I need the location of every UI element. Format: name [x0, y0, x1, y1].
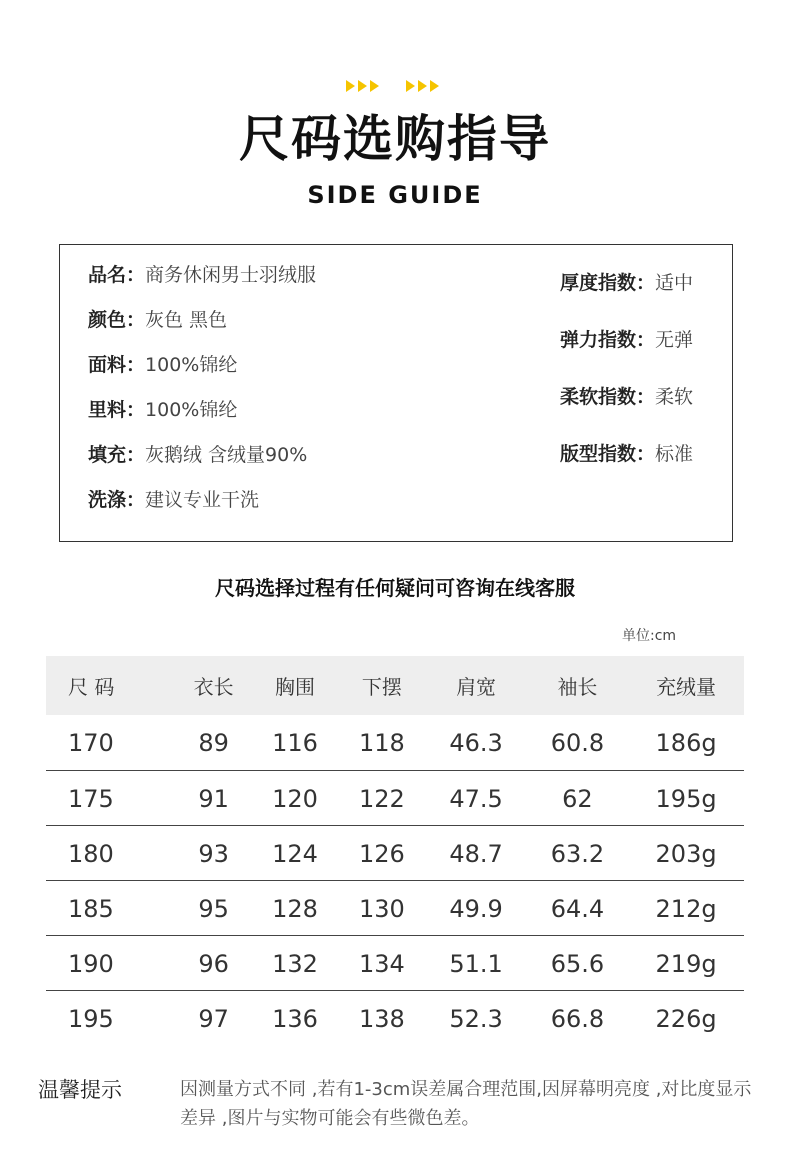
table-cell: 91	[176, 770, 252, 825]
table-cell: 219g	[628, 935, 744, 990]
column-header: 充绒量	[628, 656, 744, 715]
table-cell: 170	[46, 715, 176, 770]
page-subtitle: SIDE GUIDE	[307, 181, 483, 209]
table-cell: 136	[272, 1004, 318, 1033]
column-header: 胸围	[252, 656, 339, 715]
column-header: 下摆	[338, 656, 425, 715]
table-cell: 180	[46, 825, 176, 880]
table-cell: 93	[176, 825, 252, 880]
info-row-washing	[88, 486, 316, 531]
info-value: 适中	[655, 272, 694, 294]
decorative-arrows	[0, 80, 790, 96]
consult-notice: 尺码选择过程有任何疑问可咨询在线客服	[215, 576, 575, 600]
info-value: 灰色 黑色	[145, 309, 228, 331]
info-row-fit	[560, 440, 693, 497]
table-cell: 138	[359, 1004, 405, 1033]
info-row-filling	[88, 441, 316, 486]
table-row	[46, 825, 744, 880]
table-cell: 95	[176, 880, 252, 935]
triangle-icon	[406, 80, 415, 92]
info-value: 灰鹅绒 含绒量90%	[145, 444, 308, 466]
info-value: 柔软	[655, 386, 694, 408]
product-info-left	[88, 261, 316, 531]
table-cell: 47.5	[425, 770, 526, 825]
table-cell: 175	[46, 770, 176, 825]
table-cell: 122	[338, 770, 425, 825]
table-cell: 48.7	[425, 825, 526, 880]
info-key: 柔软指数：	[560, 386, 656, 408]
info-row-lining	[88, 396, 316, 441]
info-value: 建议专业干洗	[145, 489, 260, 511]
table-cell: 124	[252, 825, 339, 880]
column-header: 肩宽	[425, 656, 526, 715]
info-row-elasticity	[560, 326, 693, 383]
tips-title: 温馨提示	[38, 1078, 122, 1102]
triangle-icon	[358, 80, 367, 92]
info-key: 填充：	[88, 444, 146, 466]
info-row-softness	[560, 383, 693, 440]
table-cell: 52.3	[449, 1004, 503, 1033]
table-row	[46, 770, 744, 825]
table-cell: 132	[252, 935, 339, 990]
page-title: 尺码选购指导	[239, 110, 551, 168]
product-info-box	[59, 244, 733, 542]
table-cell: 195	[68, 1004, 114, 1033]
table-cell: 203g	[628, 825, 744, 880]
triangle-icon	[346, 80, 355, 92]
info-value: 标准	[655, 443, 694, 465]
info-key: 版型指数：	[560, 443, 656, 465]
info-value: 商务休闲男士羽绒服	[145, 264, 317, 286]
table-cell: 128	[252, 880, 339, 935]
size-table	[46, 656, 744, 1045]
info-key: 厚度指数：	[560, 272, 656, 294]
table-cell: 212g	[628, 880, 744, 935]
table-cell: 116	[252, 715, 339, 770]
table-cell: 51.1	[425, 935, 526, 990]
triangle-icon	[430, 80, 439, 92]
info-key: 弹力指数：	[560, 329, 656, 351]
info-key: 颜色：	[88, 309, 146, 331]
unit-label: 单位:cm	[622, 628, 677, 644]
table-row	[46, 715, 744, 770]
info-key: 洗涤：	[88, 489, 146, 511]
info-value: 100%锦纶	[145, 399, 238, 421]
column-header: 尺 码	[46, 656, 176, 715]
table-cell: 62	[527, 770, 628, 825]
table-cell: 96	[176, 935, 252, 990]
table-cell: 63.2	[527, 825, 628, 880]
table-cell: 134	[338, 935, 425, 990]
table-cell: 186g	[628, 715, 744, 770]
table-cell: 190	[46, 935, 176, 990]
table-cell: 66.8	[550, 1004, 605, 1033]
arrow-group-left	[346, 80, 382, 94]
table-cell: 185	[46, 880, 176, 935]
product-info-right	[560, 269, 693, 497]
table-cell: 89	[176, 715, 252, 770]
table-cell: 118	[338, 715, 425, 770]
info-row-name	[88, 261, 316, 306]
table-cell: 97	[198, 1004, 229, 1033]
info-value: 无弹	[655, 329, 694, 351]
info-key: 里料：	[88, 399, 146, 421]
tips-text: 因测量方式不同 ,若有1-3cm误差属合理范围,因屏幕明亮度 ,对比度显示差异 ,图片与实物可能会有些微色差。	[180, 1079, 752, 1129]
table-row	[46, 935, 744, 990]
info-row-color	[88, 306, 316, 351]
column-header: 衣长	[176, 656, 252, 715]
triangle-icon	[370, 80, 379, 92]
info-key: 面料：	[88, 354, 146, 376]
table-row	[46, 990, 744, 1045]
table-cell: 49.9	[425, 880, 526, 935]
table-cell: 46.3	[425, 715, 526, 770]
info-row-fabric	[88, 351, 316, 396]
column-header: 袖长	[527, 656, 628, 715]
table-cell: 126	[338, 825, 425, 880]
table-cell: 226g	[655, 1004, 717, 1033]
table-row	[46, 880, 744, 935]
triangle-icon	[418, 80, 427, 92]
table-cell: 130	[338, 880, 425, 935]
arrow-group-right	[406, 80, 442, 94]
table-header-row	[46, 656, 744, 715]
info-value: 100%锦纶	[145, 354, 238, 376]
table-cell: 64.4	[527, 880, 628, 935]
table-cell: 195g	[628, 770, 744, 825]
table-cell: 60.8	[527, 715, 628, 770]
table-cell: 120	[252, 770, 339, 825]
table-cell: 65.6	[527, 935, 628, 990]
info-key: 品名：	[88, 264, 146, 286]
info-row-thickness	[560, 269, 693, 326]
